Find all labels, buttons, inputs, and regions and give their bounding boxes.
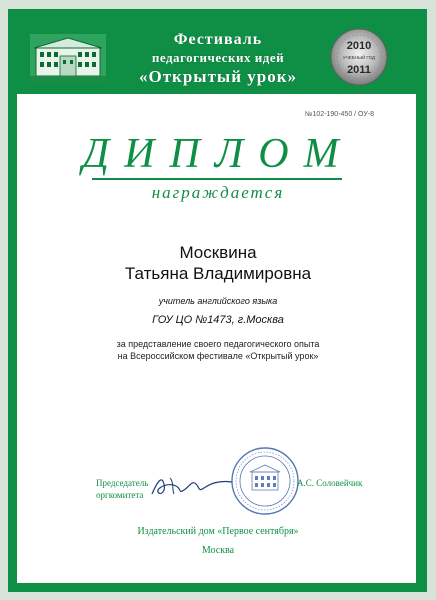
document-number: №102-190-450 / ОУ-8 (305, 111, 375, 118)
seal-year-bottom: 2011 (347, 64, 371, 76)
festival-line-3: «Открытый урок» (138, 67, 297, 86)
festival-line-1: Фестиваль (173, 31, 263, 48)
festival-line-2: педагогических идей (151, 50, 285, 65)
official-stamp-icon (230, 446, 300, 516)
recipient-surname: Москвина (179, 243, 257, 262)
seal-year-top: 2010 (346, 40, 372, 52)
signer-name: А.С. Соловейчик (297, 478, 363, 488)
diploma-title: ДИПЛОМ (82, 131, 354, 177)
recipient-school: ГОУ ЦО №1473, г.Москва (152, 314, 284, 326)
award-reason-line-1: за представление своего педагогического опыта (116, 339, 320, 349)
award-reason-line-2: на Всероссийском фестивале «Открытый урок» (117, 351, 319, 361)
publisher-city: Москва (201, 545, 235, 556)
seal-caption: УЧЕБНЫЙ ГОД (342, 55, 376, 60)
title-underline (92, 178, 342, 180)
signer-role-line-1: Председатель (96, 478, 149, 488)
recipient-position: учитель английского языка (158, 296, 278, 306)
publisher-name: Издательский дом «Первое сентября» (137, 526, 299, 537)
festival-title (92, 30, 344, 87)
hologram-seal-icon (330, 28, 388, 86)
handwritten-signature-icon (148, 470, 238, 500)
signer-role-line-2: оргкомитета (96, 490, 144, 500)
awarded-subtitle: награждается (151, 183, 285, 202)
recipient-given-names: Татьяна Владимировна (124, 264, 312, 283)
